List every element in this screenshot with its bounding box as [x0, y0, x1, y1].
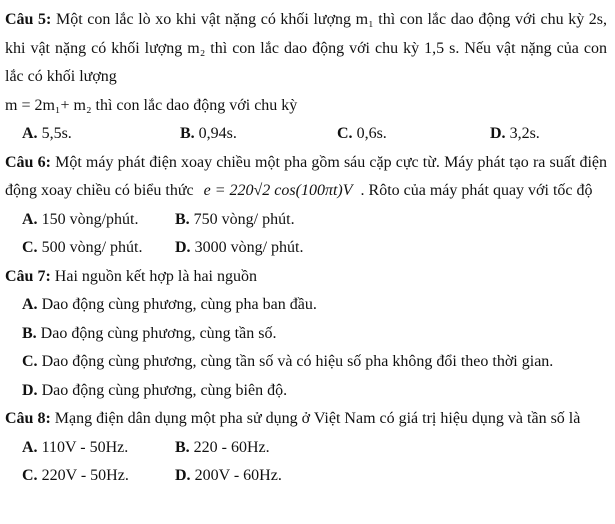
option-8-c-key: C. — [22, 467, 38, 484]
option-7-b-text: Dao động cùng phương, cùng tần số. — [40, 324, 277, 342]
question-8-body — [5, 405, 607, 434]
option-8-c — [22, 462, 175, 491]
option-6-d — [175, 234, 607, 263]
option-8-d-key: D. — [175, 467, 191, 484]
question-7-label: Câu 7: — [5, 267, 51, 285]
question-8-label: Câu 8: — [5, 410, 51, 427]
option-8-b-text: 220 - 60Hz. — [193, 438, 270, 456]
question-5-options — [22, 120, 607, 149]
option-7-b — [22, 320, 607, 349]
option-5-a-text: 5,5s. — [41, 125, 72, 142]
option-5-d-text: 3,2s. — [509, 125, 540, 142]
option-6-b-key: B. — [175, 210, 190, 228]
option-8-d — [175, 462, 607, 491]
option-5-c-key: C. — [337, 125, 353, 142]
option-5-c — [337, 120, 490, 149]
option-5-b-text: 0,94s. — [198, 125, 237, 142]
option-8-b — [175, 434, 607, 463]
option-6-a — [22, 206, 175, 235]
option-6-a-text: 150 vòng/phút. — [41, 210, 139, 228]
question-7 — [5, 263, 607, 406]
question-6-text-after: . Rôto của máy phát quay với tốc độ — [360, 182, 593, 199]
option-6-a-key: A. — [22, 210, 38, 228]
option-6-c — [22, 234, 175, 263]
option-7-a-text: Dao động cùng phương, cùng pha ban đầu. — [41, 296, 317, 313]
option-5-d — [490, 120, 607, 149]
question-5-text: Một con lắc lò xo khi vật nặng có khối lượng m₁ thì con lắc dao động với chu kỳ 2s, khi vật nặng có khối lượng m₂ thì con lắc dao động với chu kỳ 1,5 s. Nếu vật nặng của con lắc có khối lượng — [5, 11, 608, 85]
option-7-b-key: B. — [22, 324, 37, 342]
question-6-body — [5, 149, 607, 206]
option-5-d-key: D. — [490, 125, 506, 142]
question-6-label: Câu 6: — [5, 153, 51, 171]
question-8-text: Mạng điện dân dụng một pha sử dụng ở Việt Nam có giá trị hiệu dụng và tần số là — [54, 410, 581, 427]
question-5-label: Câu 5: — [5, 11, 52, 28]
option-8-b-key: B. — [175, 438, 190, 456]
question-8 — [5, 405, 607, 491]
question-6-emf-formula: e = 220√2 cos(100πt)V — [203, 182, 353, 199]
question-6-text-before: Một máy phát điện xoay chiều một pha gồm sáu cặp cực từ. Máy phát tạo ra suất điện động xoay chiều có biểu thức — [5, 153, 608, 199]
option-5-a-key: A. — [22, 125, 38, 142]
option-8-a-key: A. — [22, 438, 38, 456]
question-6 — [5, 149, 607, 263]
question-5-formula-line — [5, 92, 607, 121]
option-5-b — [180, 120, 337, 149]
question-7-options — [22, 291, 607, 405]
option-5-b-key: B. — [180, 125, 195, 142]
option-8-a-text: 110V - 50Hz. — [41, 438, 129, 456]
option-7-d-text: Dao động cùng phương, cùng biên độ. — [41, 381, 288, 399]
option-6-c-text: 500 vòng/ phút. — [41, 239, 143, 256]
option-7-a — [22, 291, 607, 320]
question-7-text: Hai nguồn kết hợp là hai nguồn — [54, 267, 257, 285]
option-8-a — [22, 434, 175, 463]
option-8-c-text: 220V - 50Hz. — [41, 467, 129, 484]
option-7-a-key: A. — [22, 296, 38, 313]
option-8-d-text: 200V - 60Hz. — [194, 467, 282, 484]
option-5-a — [22, 120, 180, 149]
option-6-c-key: C. — [22, 239, 38, 256]
question-5 — [5, 6, 607, 149]
option-7-d — [22, 377, 607, 406]
option-7-d-key: D. — [22, 381, 38, 399]
option-6-b — [175, 206, 607, 235]
question-7-body — [5, 263, 607, 292]
option-5-c-text: 0,6s. — [356, 125, 387, 142]
option-7-c — [22, 348, 607, 377]
option-7-c-key: C. — [22, 353, 38, 370]
option-6-b-text: 750 vòng/ phút. — [193, 210, 295, 228]
option-6-d-key: D. — [175, 239, 191, 256]
option-6-d-text: 3000 vòng/ phút. — [194, 239, 304, 256]
question-5-body — [5, 6, 607, 92]
question-6-options — [22, 206, 607, 263]
question-8-options — [22, 434, 607, 491]
question-5-text2: m = 2m₁+ m₂ thì con lắc dao động với chu kỳ — [5, 96, 298, 114]
option-7-c-text: Dao động cùng phương, cùng tần số và có hiệu số pha không đổi theo thời gian. — [41, 353, 554, 370]
